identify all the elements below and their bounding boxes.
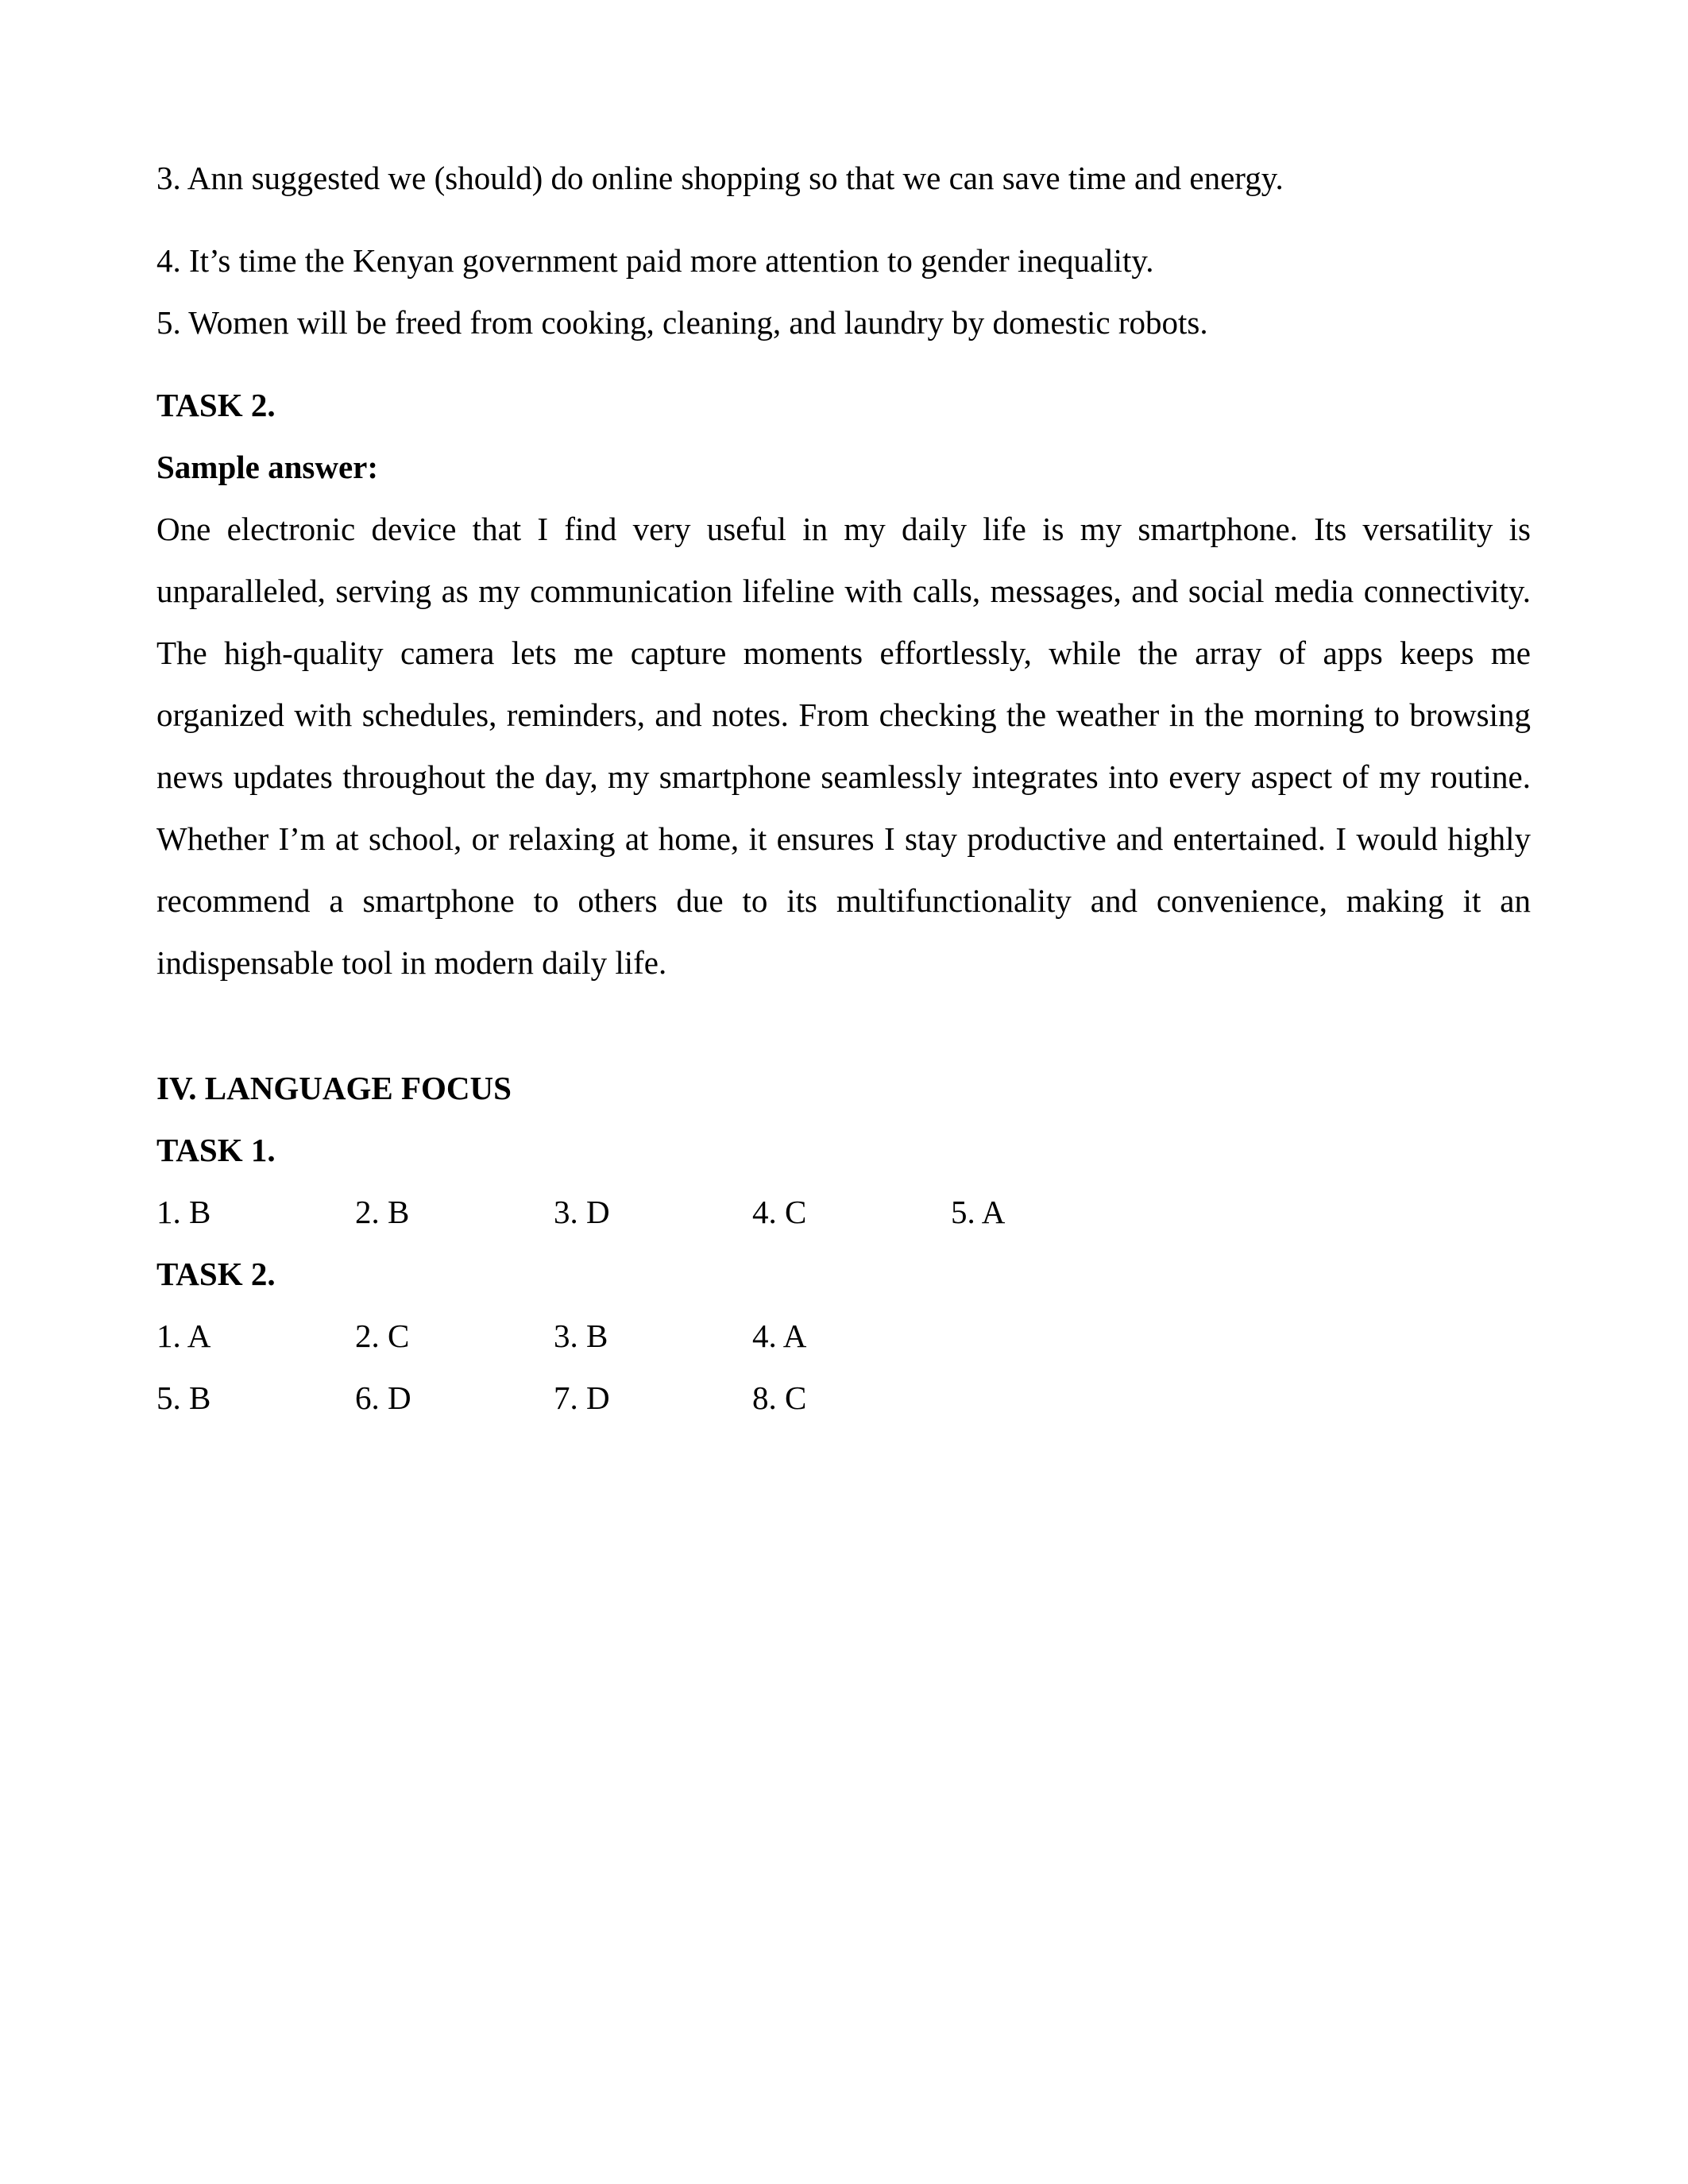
answer-item: 5. B [156,1379,211,1416]
answer-item: 1. A [156,1318,211,1354]
answer-item: 6. D [355,1379,411,1416]
item-3: 3. Ann suggested we (should) do online shopping so that we can save time and energy. [156,160,1284,196]
lf-task1-answers [156,1181,1531,1243]
sample-answer-label: Sample answer: [156,449,379,485]
answer-item: 2. B [355,1194,410,1230]
lf-task1-heading: TASK 1. [156,1132,276,1168]
answer-item: 7. D [554,1379,610,1416]
item-4: 4. It’s time the Kenyan government paid more attention to gender inequality. [156,242,1154,279]
task2-heading: TASK 2. [156,387,276,423]
answer-item: 3. B [554,1318,608,1354]
answer-item: 4. A [752,1318,807,1354]
answer-item: 5. A [951,1194,1006,1230]
answer-item: 4. C [752,1194,807,1230]
lf-task2-answers-row2 [156,1367,1531,1429]
sample-answer-paragraph: One electronic device that I find very useful in my daily life is my smartphone. Its versatility is unparalleled, serving as my communication lifeline with calls, messages, and social media connectivity. The high-quality camera lets me capture moments effortlessly, while the array of apps keeps me organized with schedules, reminders, and notes. From checking the weather in the morning to browsing news updates throughout the day, my smartphone seamlessly integrates into every aspect of my routine. Whether I’m at school, or relaxing at home, it ensures I stay productive and entertained. I would highly recommend a smartphone to others due to its multifunctionality and convenience, making it an indispensable tool in modern daily life. [156,511,1531,981]
answer-item: 1. B [156,1194,211,1230]
answer-item: 8. C [752,1379,807,1416]
item-5: 5. Women will be freed from cooking, cleaning, and laundry by domestic robots. [156,304,1208,341]
lf-task2-heading: TASK 2. [156,1256,276,1292]
answer-item: 2. C [355,1318,410,1354]
document-page [156,147,1531,1429]
lf-task2-answers-row1 [156,1305,1531,1367]
language-focus-heading: IV. LANGUAGE FOCUS [156,1070,512,1106]
answer-item: 3. D [554,1194,610,1230]
